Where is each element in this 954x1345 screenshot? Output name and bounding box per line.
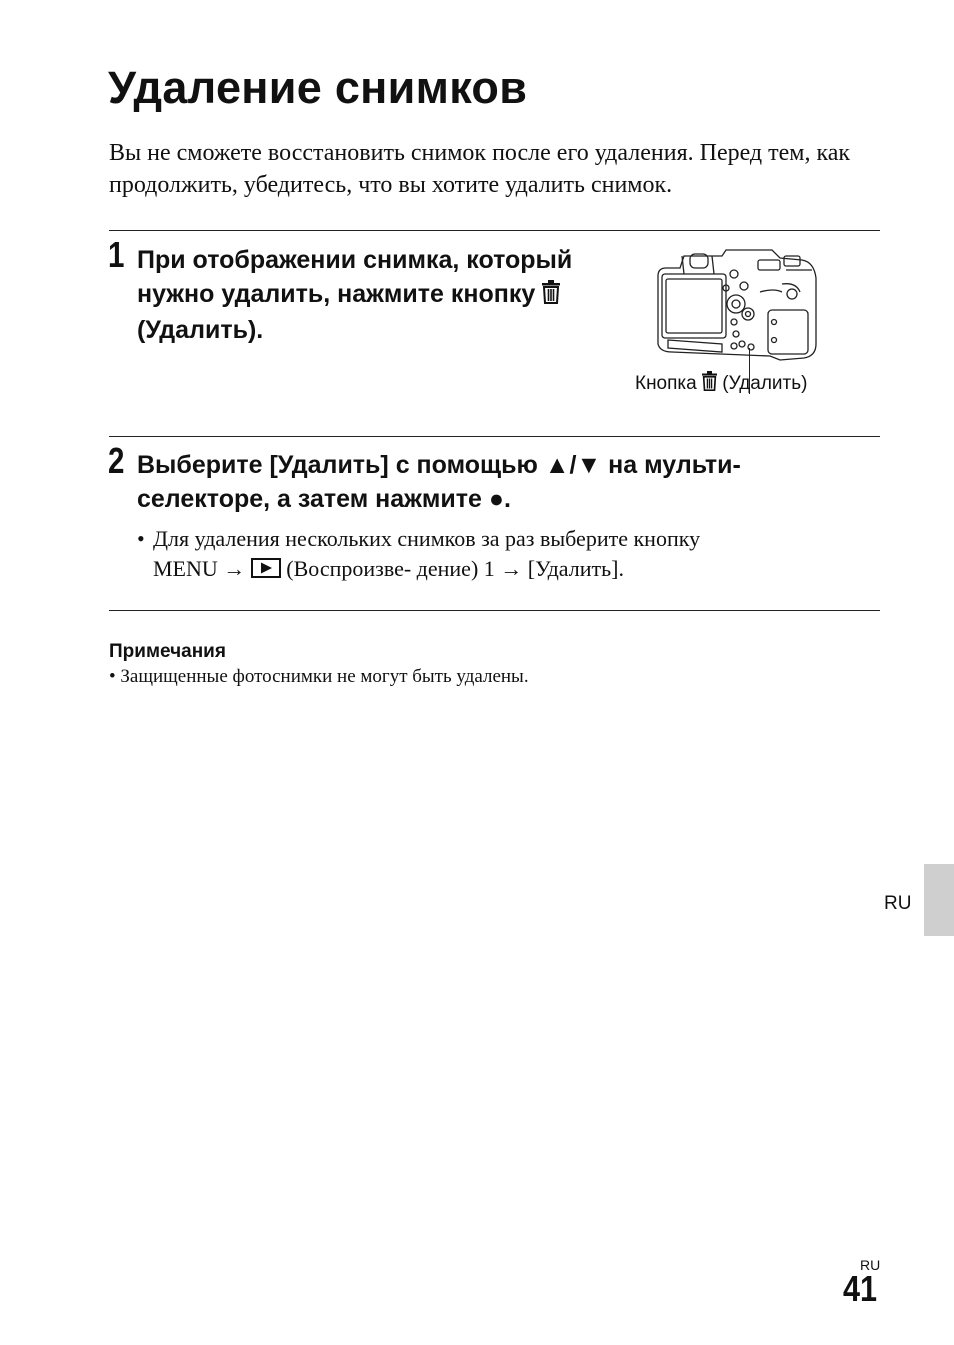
divider-middle xyxy=(109,436,880,437)
step-1-number: 1 xyxy=(108,234,125,275)
step-2-number: 2 xyxy=(108,440,125,481)
camera-back-drawing xyxy=(650,248,820,368)
playback-label: (Воспроизве- дение) 1 xyxy=(286,556,495,581)
step-2-title-end: . xyxy=(503,485,511,513)
notes-item-text: Защищенные фотоснимки не могут быть удалены. xyxy=(120,666,529,687)
camera-illustration xyxy=(650,248,820,373)
page-language: RU xyxy=(860,1257,881,1273)
language-tab-label: RU xyxy=(884,893,912,914)
trash-icon xyxy=(542,279,560,313)
camera-caption-end: (Удалить) xyxy=(722,373,808,394)
menu-label: MENU xyxy=(153,556,218,581)
arrow-right-icon: → xyxy=(500,556,523,581)
step-2-bullet xyxy=(137,524,867,586)
step-1-title-text: При отображении снимка, который нужно удалить, нажмите кнопку xyxy=(137,246,573,308)
notes-item xyxy=(109,666,529,688)
page-title: Удаление снимков xyxy=(108,62,528,113)
step-2-title xyxy=(137,448,882,516)
center-button-symbol: ● xyxy=(488,485,504,513)
notes-heading: Примечания xyxy=(109,641,226,662)
camera-caption xyxy=(635,371,807,397)
notes-bullet-dot: • xyxy=(109,666,116,687)
step-2-bullet-text: Для удаления нескольких снимков за раз выберите кнопку xyxy=(153,526,701,551)
divider-top xyxy=(109,230,880,231)
step-2-title-line1: Выберите [Удалить] с помощью ▲/▼ на мульти- xyxy=(137,451,741,479)
arrow-right-icon: → xyxy=(223,556,246,581)
step-1-title xyxy=(137,243,577,347)
trash-icon xyxy=(702,371,717,397)
step-2-title-line2: селекторе, а затем нажмите xyxy=(137,485,482,513)
playback-icon xyxy=(251,556,281,586)
language-tab xyxy=(924,864,954,936)
step-1-title-end: (Удалить). xyxy=(137,316,264,344)
delete-option-label: [Удалить]. xyxy=(527,556,624,581)
intro-paragraph: Вы не сможете восстановить снимок после его удаления. Перед тем, как продолжить, убедитесь, что вы хотите удалить снимок. xyxy=(109,140,851,198)
bullet-dot: • xyxy=(137,526,145,551)
camera-caption-text: Кнопка xyxy=(635,373,697,394)
page-number: 41 xyxy=(843,1268,878,1309)
divider-bottom xyxy=(109,610,880,611)
